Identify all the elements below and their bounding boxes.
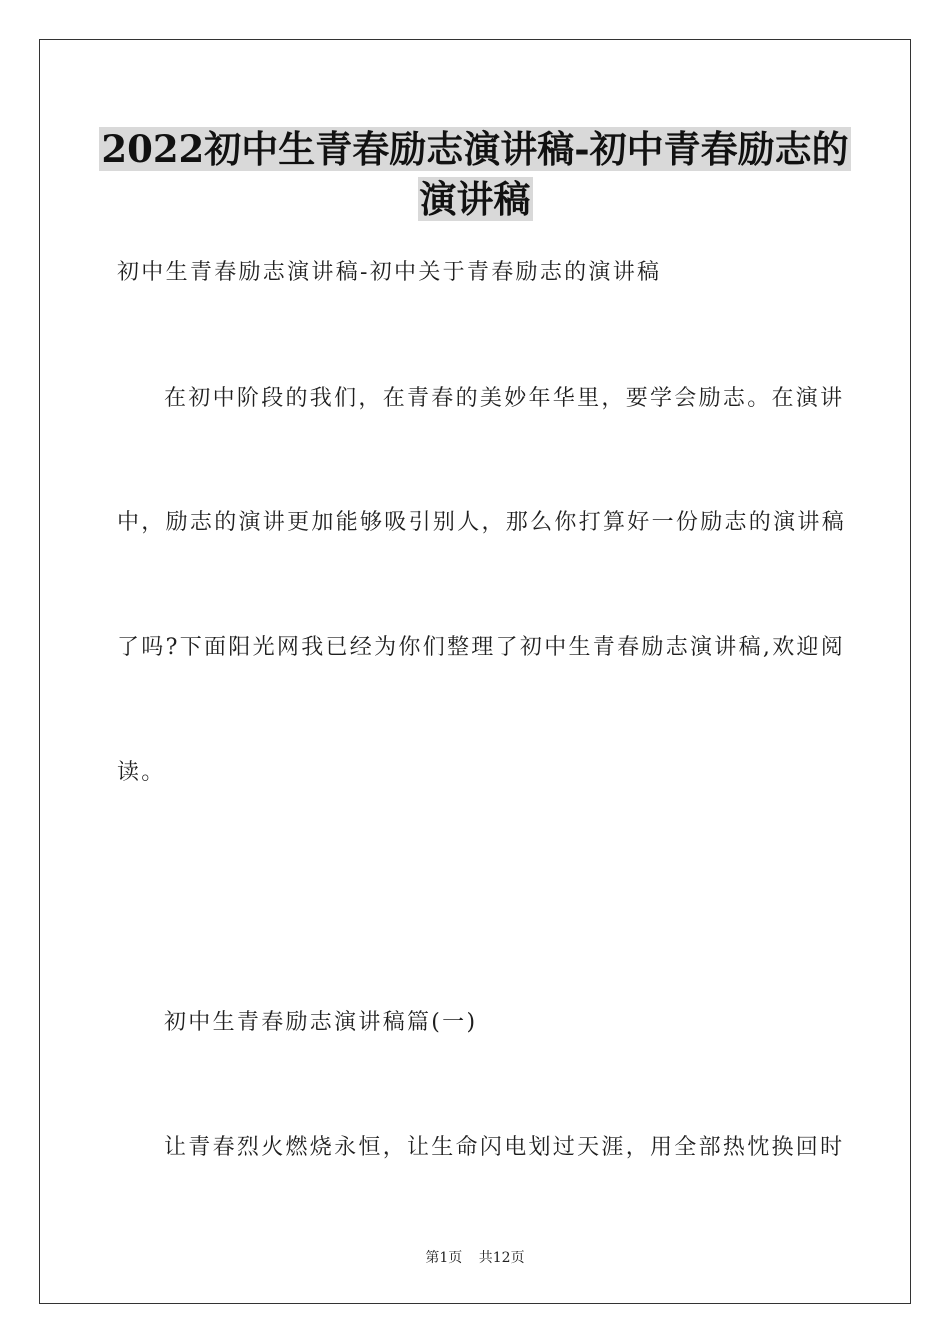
- intro-line-3: 了吗?下面阳光网我已经为你们整理了初中生青春励志演讲稿,欢迎阅: [117, 635, 846, 660]
- section-first-line: 让青春烈火燃烧永恒，让生命闪电划过天涯，用全部热忱换回时: [164, 1135, 845, 1160]
- page-footer: [0, 1248, 950, 1268]
- intro-line-4: 读。: [117, 760, 166, 785]
- intro-line-1: 在初中阶段的我们，在青春的美妙年华里，要学会励志。在演讲: [164, 386, 845, 411]
- section-heading: 初中生青春励志演讲稿篇(一): [164, 1010, 478, 1035]
- page-border: [39, 39, 911, 1304]
- subtitle-line: 初中生青春励志演讲稿-初中关于青春励志的演讲稿: [117, 260, 662, 285]
- title-line-1: 2022初中生青春励志演讲稿-初中青春励志的: [101, 127, 849, 171]
- page-total: 共12页: [478, 1250, 525, 1266]
- title-line-2: 演讲稿: [419, 177, 531, 221]
- document-title: [80, 124, 870, 224]
- page-number: 第1页: [425, 1250, 463, 1266]
- intro-line-2: 中，励志的演讲更加能够吸引别人，那么你打算好一份励志的演讲稿: [117, 510, 847, 535]
